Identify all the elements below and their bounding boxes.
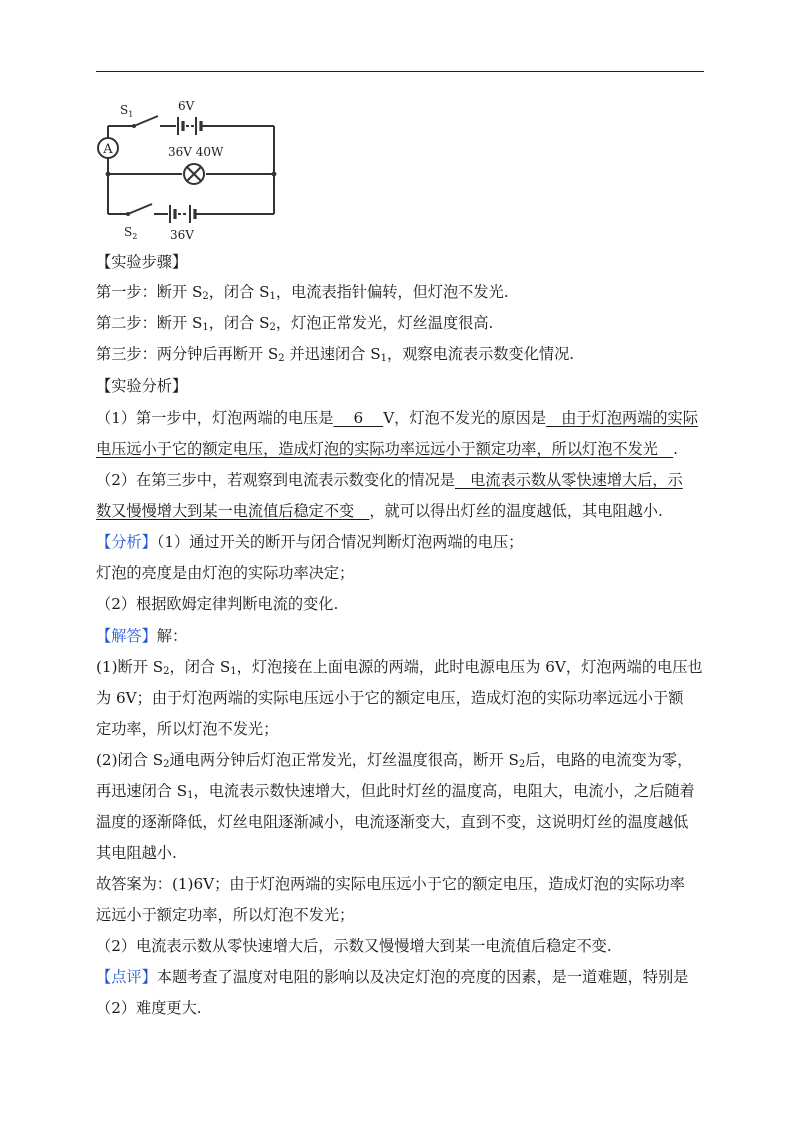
question-2-line-2: 数又慢慢增大到某一电流值后稳定不变 ，就可以得出灯丝的温度越低，其电阻越小. xyxy=(96,502,663,520)
bottom-battery-label: 36V xyxy=(170,228,194,242)
explain-label: 【分析】 xyxy=(96,533,157,551)
answer-p1-line-3: 定功率，所以灯泡不发光； xyxy=(96,720,279,738)
answer-p1-line-2: 为 6V；由于灯泡两端的实际电压远小于它的额定电压，造成灯泡的实际功率远远小于额 xyxy=(96,689,684,707)
comment-label: 【点评】 xyxy=(96,968,157,986)
comment-line-1: 【点评】本题考查了温度对电阻的影响以及决定灯泡的亮度的因素，是一道难题，特别是 xyxy=(96,968,689,986)
lamp-icon xyxy=(184,164,204,184)
step-3: 第三步：两分钟后再断开 $S_2$ 并迅速闭合 $S_1$，观察电流表示数变化情况. xyxy=(96,345,575,364)
explain-line-3: （2）根据欧姆定律判断电流的变化. xyxy=(96,595,339,613)
answer-p2-line-4: 其电阻越小. xyxy=(96,844,177,862)
answer-label: 【解答】 xyxy=(96,627,157,645)
battery-top-icon xyxy=(178,117,201,135)
ammeter-icon xyxy=(98,138,118,158)
switch-s1-label: $S_1$ xyxy=(120,103,134,119)
lamp-rating-label: 36V 40W xyxy=(168,145,224,159)
explain-line-1: 【分析】（1）通过开关的断开与闭合情况判断灯泡两端的电压； xyxy=(96,533,524,551)
answer-blank-current: 电流表示数从零快速增大后，示 xyxy=(454,471,683,489)
switch-s2-label: $S_2$ xyxy=(124,225,138,241)
step-2: 第二步：断开 $S_1$，闭合 $S_2$，灯泡正常发光，灯丝温度很高. xyxy=(96,314,494,333)
battery-bottom-icon xyxy=(170,205,195,223)
question-1-line-2: 电压远小于它的额定电压，造成灯泡的实际功率远远小于额定功率，所以灯泡不发光 . xyxy=(96,440,678,458)
steps-heading: 【实验步骤】 xyxy=(96,253,188,271)
answer-blank-reason: 由于灯泡两端的实际 xyxy=(546,409,698,427)
answer-intro: 【解答】解： xyxy=(96,627,188,645)
explain-line-2: 灯泡的亮度是由灯泡的实际功率决定； xyxy=(96,564,355,582)
analysis-heading: 【实验分析】 xyxy=(96,377,188,395)
answer-p2-line-1: (2)闭合 $S_2$通电两分钟后灯泡正常发光，灯丝温度很高，断开 $S_2$后，电路的电流变为零， xyxy=(96,751,693,770)
final-answer-line-2: 远远小于额定功率，所以灯泡不发光； xyxy=(96,906,355,924)
answer-blank-voltage: 6 xyxy=(333,409,384,427)
step-1: 第一步：断开 $S_2$，闭合 $S_1$，电流表指针偏转，但灯泡不发光. xyxy=(96,283,509,302)
top-battery-label: 6V xyxy=(178,99,195,113)
answer-p2-line-3: 温度的逐渐降低，灯丝电阻逐渐减小，电流逐渐变大，直到不变，这说明灯丝的温度越低 xyxy=(96,813,689,831)
header-rule xyxy=(96,71,704,72)
answer-p2-line-2: 再迅速闭合 $S_1$，电流表示数快速增大，但此时灯丝的温度高，电阻大，电流小，之后随着 xyxy=(96,782,695,801)
final-answer-line-1: 故答案为：(1)6V；由于灯泡两端的实际电压远小于它的额定电压，造成灯泡的实际功率 xyxy=(96,875,685,893)
circuit-diagram xyxy=(94,96,284,242)
svg-text:A: A xyxy=(103,142,113,157)
comment-line-2: （2）难度更大. xyxy=(96,999,202,1017)
question-1-line-1: （1）第一步中，灯泡两端的电压是 6 V，灯泡不发光的原因是 由于灯泡两端的实际 xyxy=(96,409,698,427)
answer-p1-line-1: (1)断开 $S_2$，闭合 $S_1$，灯泡接在上面电源的两端，此时电源电压为 6V，灯泡两端的电压也 xyxy=(96,658,703,677)
question-2-line-1: （2）在第三步中，若观察到电流表示数变化的情况是 电流表示数从零快速增大后，示 xyxy=(96,471,683,489)
final-answer-line-3: （2）电流表示数从零快速增大后，示数又慢慢增大到某一电流值后稳定不变. xyxy=(96,937,612,955)
